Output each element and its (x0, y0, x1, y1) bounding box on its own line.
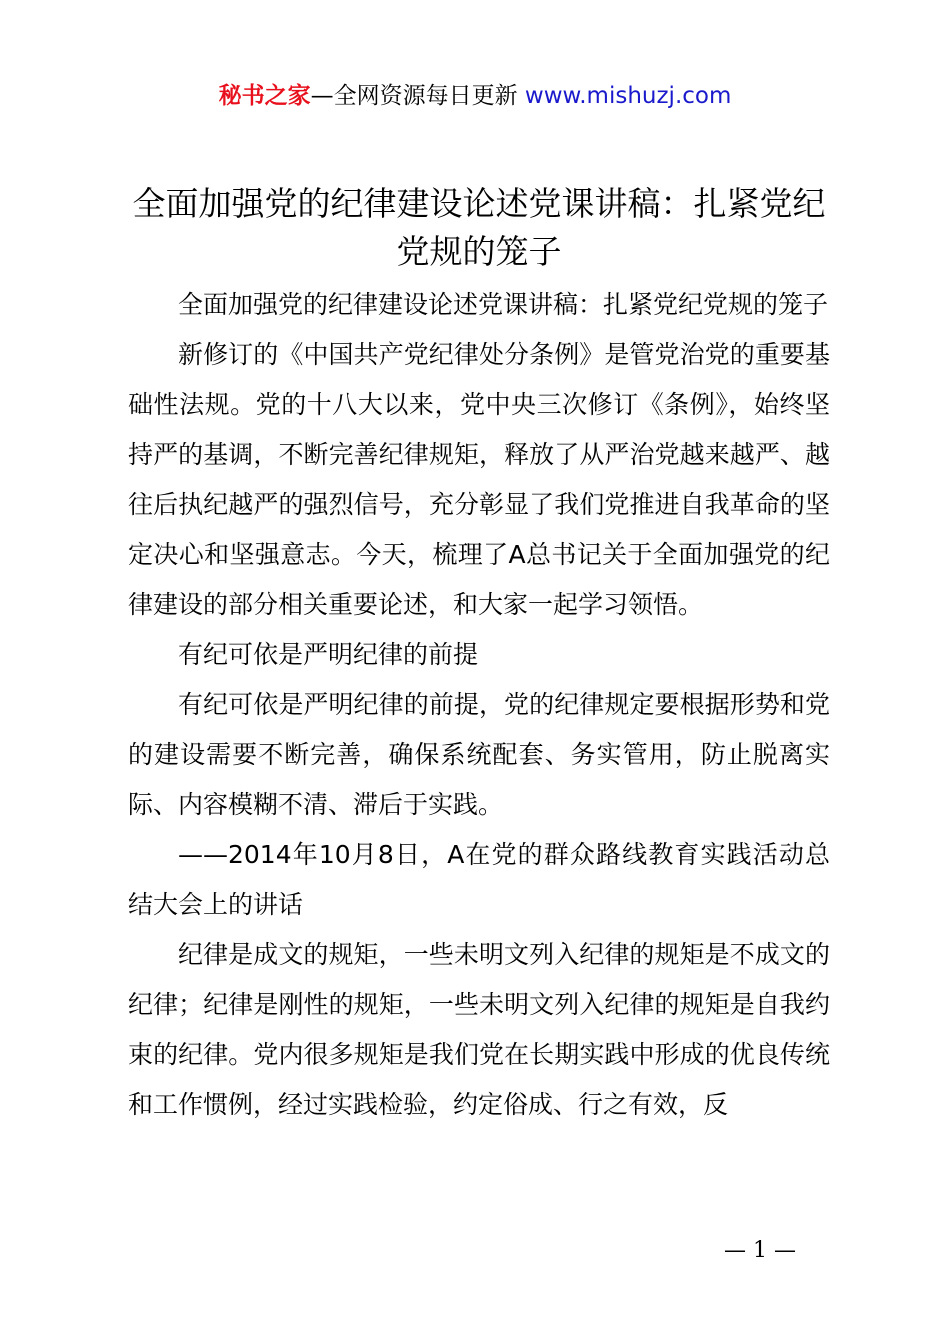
paragraph-subtitle: 全面加强党的纪律建设论述党课讲稿：扎紧党纪党规的笼子 (178, 290, 829, 319)
header-slogan: —全网资源每日更新 (310, 83, 525, 109)
document-title: 全面加强党的纪律建设论述党课讲稿：扎紧党纪党规的笼子 (132, 184, 826, 271)
document-body (128, 280, 830, 1130)
paragraph-discipline: 纪律是成文的规矩，一些未明文列入纪律的规矩是不成文的纪律；纪律是刚性的规矩，一些未明文列入纪律的规矩是自我约束的纪律。党内很多规矩是我们党在长期实践中形成的优良传统和工作惯例，经过实践检验，约定俗成、行之有效，反 (128, 940, 830, 1119)
site-url[interactable]: www.mishuzj.com (524, 83, 732, 109)
site-header (0, 80, 950, 112)
page-number: — 1 — (724, 1238, 796, 1263)
section-heading: 有纪可依是严明纪律的前提 (178, 640, 479, 669)
paragraph-source: ——2014年10月8日，A在党的群众路线教育实践活动总结大会上的讲话 (128, 840, 830, 919)
brand-name: 秘书之家 (218, 83, 311, 109)
paragraph-quote: 有纪可依是严明纪律的前提，党的纪律规定要根据形势和党的建设需要不断完善，确保系统配套、务实管用，防止脱离实际、内容模糊不清、滞后于实践。 (128, 690, 830, 819)
paragraph-intro: 新修订的《中国共产党纪律处分条例》是管党治党的重要基础性法规。党的十八大以来，党中央三次修订《条例》，始终坚持严的基调，不断完善纪律规矩，释放了从严治党越来越严、越往后执纪越严的强烈信号，充分彰显了我们党推进自我革命的坚定决心和坚强意志。今天，梳理了A总书记关于全面加强党的纪律建设的部分相关重要论述，和大家一起学习领悟。 (128, 340, 830, 619)
